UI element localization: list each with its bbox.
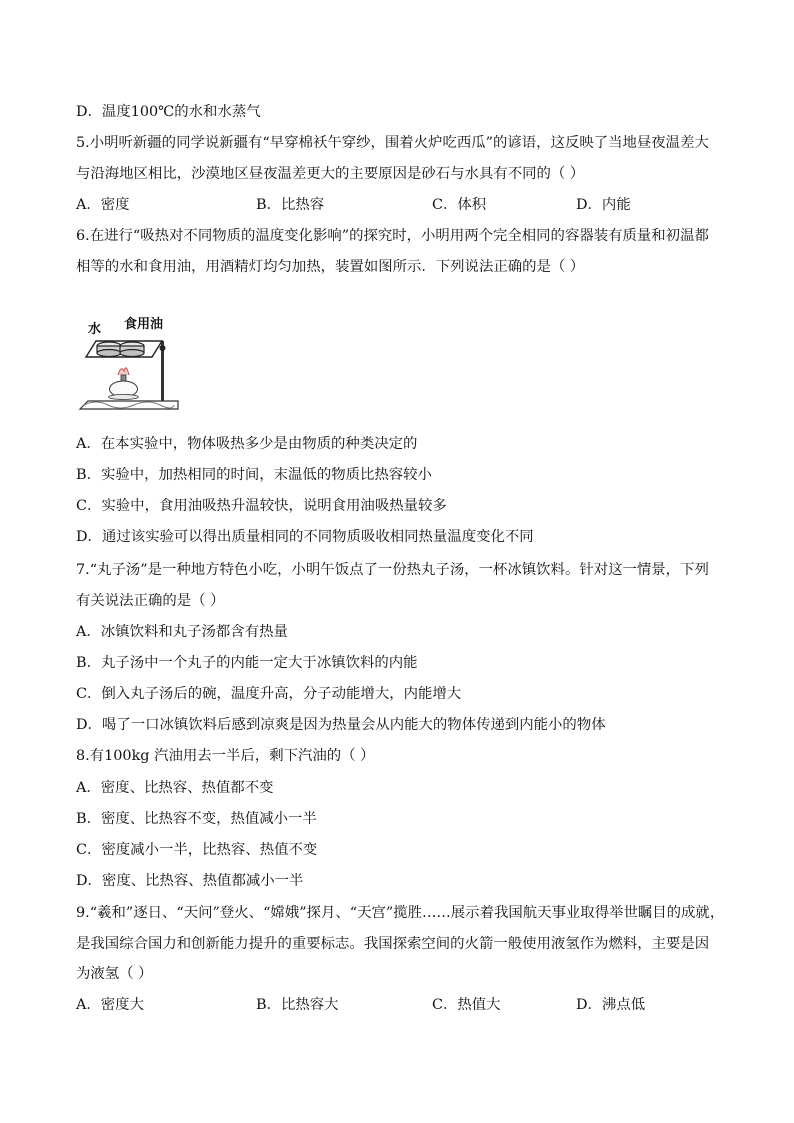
q9-stem-line-1: 9.“羲和”逐日、“天问”登火、“嫦娥”探月、“天宫”揽胜……展示着我国航天事业取得举世瞩目的成就， [76,905,725,921]
label-water: 水 [88,322,102,337]
q5-option-b: B．比热容 [256,197,325,213]
q9-option-b: B．比热容大 [256,997,339,1013]
q9-option-c: C．热值大 [432,997,501,1013]
q7-option-c: C．倒入丸子汤后的碗，温度升高，分子动能增大，内能增大 [76,686,462,702]
q7-stem-line-2: 有关说法正确的是（ ） [76,593,225,609]
q7-option-a: A．冰镇饮料和丸子汤都含有热量 [76,624,288,640]
q8-option-b: B．密度、比热容不变，热值减小一半 [76,811,317,827]
q7-option-b: B．丸子汤中一个丸子的内能一定大于冰镇饮料的内能 [76,655,418,671]
q8-stem: 8.有100kg 汽油用去一半后，剩下汽油的（ ） [76,748,375,764]
experiment-apparatus-figure [74,313,182,417]
label-cooking-oil: 食用油 [124,317,164,332]
q6-stem-line-2: 相等的水和食用油，用酒精灯均匀加热，装置如图所示．下列说法正确的是（ ） [76,259,585,275]
q6-stem-line-1: 6.在进行“吸热对不同物质的温度变化影响”的探究时，小明用两个完全相同的容器装有质量和初温都 [76,228,709,244]
q9-option-a: A．密度大 [76,997,144,1013]
q4-option-d: D．温度100℃的水和水蒸气 [76,104,261,120]
q5-option-a: A．密度 [76,197,130,213]
q7-option-d: D．喝了一口冰镇饮料后感到凉爽是因为热量会从内能大的物体传递到内能小的物体 [76,717,606,733]
q8-option-d: D．密度、比热容、热值都减小一半 [76,873,304,889]
q6-option-a: A．在本实验中，物体吸热多少是由物质的种类决定的 [76,436,418,452]
q5-stem-line-1: 5.小明听新疆的同学说新疆有“早穿棉袄午穿纱，围着火炉吃西瓜”的谚语，这反映了当地昼夜温差大 [76,135,709,151]
q9-stem-line-2: 是我国综合国力和创新能力提升的重要标志。我国探索空间的火箭一般使用液氢作为燃料，主要是因 [76,936,710,952]
q5-option-c: C．体积 [432,197,487,213]
q8-option-a: A．密度、比热容、热值都不变 [76,780,274,796]
q6-option-d: D．通过该实验可以得出质量相同的不同物质吸收相同热量温度变化不同 [76,529,534,545]
q9-stem-line-3: 为液氢（ ） [76,966,153,982]
q5-option-d: D．内能 [576,197,631,213]
q9-option-d: D．沸点低 [576,997,646,1013]
q6-option-c: C．实验中，食用油吸热升温较快，说明食用油吸热量较多 [76,498,447,514]
q8-option-c: C．密度减小一半，比热容、热值不变 [76,842,318,858]
q5-stem-line-2: 与沿海地区相比，沙漠地区昼夜温差更大的主要原因是砂石与水具有不同的（ ） [76,166,585,182]
q7-stem-line-1: 7.“丸子汤”是一种地方特色小吃，小明午饭点了一份热丸子汤，一杯冰镇饮料。针对这一情景，下列 [76,562,709,578]
q6-option-b: B．实验中，加热相同的时间，末温低的物质比热容较小 [76,467,432,483]
